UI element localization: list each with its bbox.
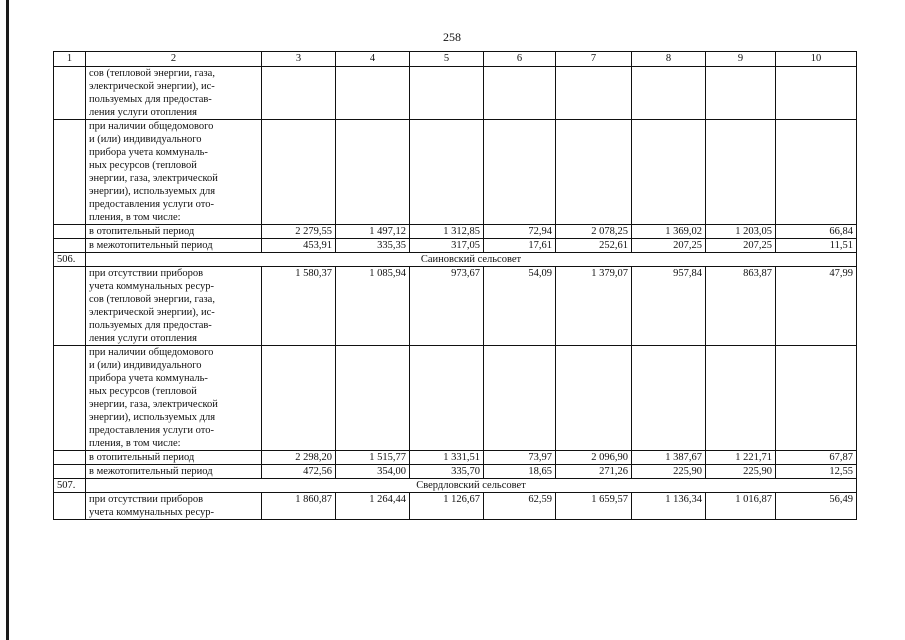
description-line: ных ресурсов (тепловой [89,386,197,397]
description-line: энергии), используемых для [89,186,216,197]
value-cell: 354,00 [336,465,410,479]
value-cell [262,346,336,451]
header-cell: 2 [86,52,262,67]
value-cell [632,67,706,120]
value-cell: 1 331,51 [410,451,484,465]
value-cell [706,67,776,120]
value-cell [776,67,857,120]
value-cell: 1 515,77 [336,451,410,465]
description-line: электрической энергии), ис- [89,307,215,318]
value-cell [262,120,336,225]
value-cell [556,67,632,120]
description-line: сов (тепловой энергии, газа, [89,68,215,79]
value-cell [632,346,706,451]
value-cell: 317,05 [410,239,484,253]
description-line: сов (тепловой энергии, газа, [89,294,215,305]
description-line: энергии, газа, электрической [89,173,218,184]
value-cell: 271,26 [556,465,632,479]
table-row [54,120,857,225]
description-line: учета коммунальных ресур- [89,507,214,518]
value-cell: 252,61 [556,239,632,253]
page-edge-bar [6,0,9,640]
header-cell: 9 [706,52,776,67]
description-line: при наличии общедомового [89,347,214,358]
row-number [54,225,86,239]
value-cell [410,120,484,225]
row-number: 507. [54,479,86,493]
value-cell: 62,59 [484,493,556,520]
table-row [54,225,857,239]
value-cell [706,120,776,225]
value-cell: 1 659,57 [556,493,632,520]
description-cell [86,267,262,346]
description-line: прибора учета коммуналь- [89,373,208,384]
section-title: Свердловский сельсовет [86,479,857,493]
value-cell [410,346,484,451]
header-cell: 4 [336,52,410,67]
page-number: 258 [443,30,461,44]
row-number [54,465,86,479]
value-cell: 54,09 [484,267,556,346]
description-line: при отсутствии приборов [89,268,204,279]
section-row [54,479,857,493]
value-cell: 1 136,34 [632,493,706,520]
description-line: ных ресурсов (тепловой [89,160,197,171]
row-number [54,239,86,253]
section-row [54,253,857,267]
tariff-table [53,51,857,520]
value-cell: 2 078,25 [556,225,632,239]
value-cell: 56,49 [776,493,857,520]
value-cell: 335,70 [410,465,484,479]
description-line: при отсутствии приборов [89,494,204,505]
row-number [54,267,86,346]
value-cell: 225,90 [706,465,776,479]
value-cell: 1 497,12 [336,225,410,239]
value-cell: 207,25 [706,239,776,253]
value-cell: 1 580,37 [262,267,336,346]
value-cell: 1 203,05 [706,225,776,239]
value-cell [632,120,706,225]
description-cell [86,493,262,520]
value-cell: 1 126,67 [410,493,484,520]
value-cell: 207,25 [632,239,706,253]
row-number: 506. [54,253,86,267]
value-cell: 957,84 [632,267,706,346]
value-cell [776,120,857,225]
value-cell: 2 279,55 [262,225,336,239]
table-row [54,239,857,253]
description-line: при наличии общедомового [89,121,214,132]
description-line: энергии, газа, электрической [89,399,218,410]
value-cell: 47,99 [776,267,857,346]
description-line: ления услуги отопления [89,107,197,118]
header-cell: 6 [484,52,556,67]
header-cell: 5 [410,52,484,67]
value-cell: 11,51 [776,239,857,253]
description-cell: в отопительный период [86,225,262,239]
value-cell [706,346,776,451]
value-cell: 453,91 [262,239,336,253]
description-line: предоставления услуги ото- [89,199,214,210]
value-cell [410,67,484,120]
description-cell: в отопительный период [86,451,262,465]
row-number [54,493,86,520]
description-cell [86,120,262,225]
description-line: пользуемых для предостав- [89,94,212,105]
value-cell [556,120,632,225]
description-line: предоставления услуги ото- [89,425,214,436]
description-line: электрической энергии), ис- [89,81,215,92]
row-number [54,346,86,451]
value-cell: 1 369,02 [632,225,706,239]
value-cell [484,67,556,120]
row-number [54,451,86,465]
row-number [54,120,86,225]
value-cell: 1 379,07 [556,267,632,346]
value-cell: 2 096,90 [556,451,632,465]
value-cell [262,67,336,120]
header-cell: 7 [556,52,632,67]
value-cell: 1 085,94 [336,267,410,346]
value-cell: 67,87 [776,451,857,465]
value-cell: 973,67 [410,267,484,346]
description-line: энергии), используемых для [89,412,216,423]
header-cell: 3 [262,52,336,67]
description-cell [86,67,262,120]
header-cell: 10 [776,52,857,67]
table-row [54,493,857,520]
value-cell [484,346,556,451]
value-cell [336,346,410,451]
header-cell: 1 [54,52,86,67]
description-line: прибора учета коммуналь- [89,147,208,158]
description-line: пользуемых для предостав- [89,320,212,331]
description-cell: в межотопительный период [86,465,262,479]
value-cell [484,120,556,225]
value-cell: 1 221,71 [706,451,776,465]
value-cell: 17,61 [484,239,556,253]
value-cell [336,120,410,225]
value-cell: 18,65 [484,465,556,479]
table-row [54,267,857,346]
description-cell: в межотопительный период [86,239,262,253]
table-row [54,67,857,120]
description-line: учета коммунальных ресур- [89,281,214,292]
value-cell [776,346,857,451]
value-cell: 1 264,44 [336,493,410,520]
table-row [54,451,857,465]
value-cell: 1 860,87 [262,493,336,520]
value-cell: 225,90 [632,465,706,479]
value-cell [556,346,632,451]
description-line: пления, в том числе: [89,212,181,223]
value-cell: 472,56 [262,465,336,479]
value-cell: 66,84 [776,225,857,239]
table-row [54,346,857,451]
table-row [54,465,857,479]
value-cell: 1 016,87 [706,493,776,520]
value-cell: 863,87 [706,267,776,346]
value-cell: 1 387,67 [632,451,706,465]
value-cell [336,67,410,120]
section-title: Саиновский сельсовет [86,253,857,267]
description-cell [86,346,262,451]
value-cell: 2 298,20 [262,451,336,465]
value-cell: 72,94 [484,225,556,239]
value-cell: 12,55 [776,465,857,479]
row-number [54,67,86,120]
description-line: и (или) индивидуального [89,134,202,145]
header-row [54,52,857,67]
value-cell: 1 312,85 [410,225,484,239]
description-line: пления, в том числе: [89,438,181,449]
description-line: ления услуги отопления [89,333,197,344]
header-cell: 8 [632,52,706,67]
value-cell: 335,35 [336,239,410,253]
value-cell: 73,97 [484,451,556,465]
description-line: и (или) индивидуального [89,360,202,371]
